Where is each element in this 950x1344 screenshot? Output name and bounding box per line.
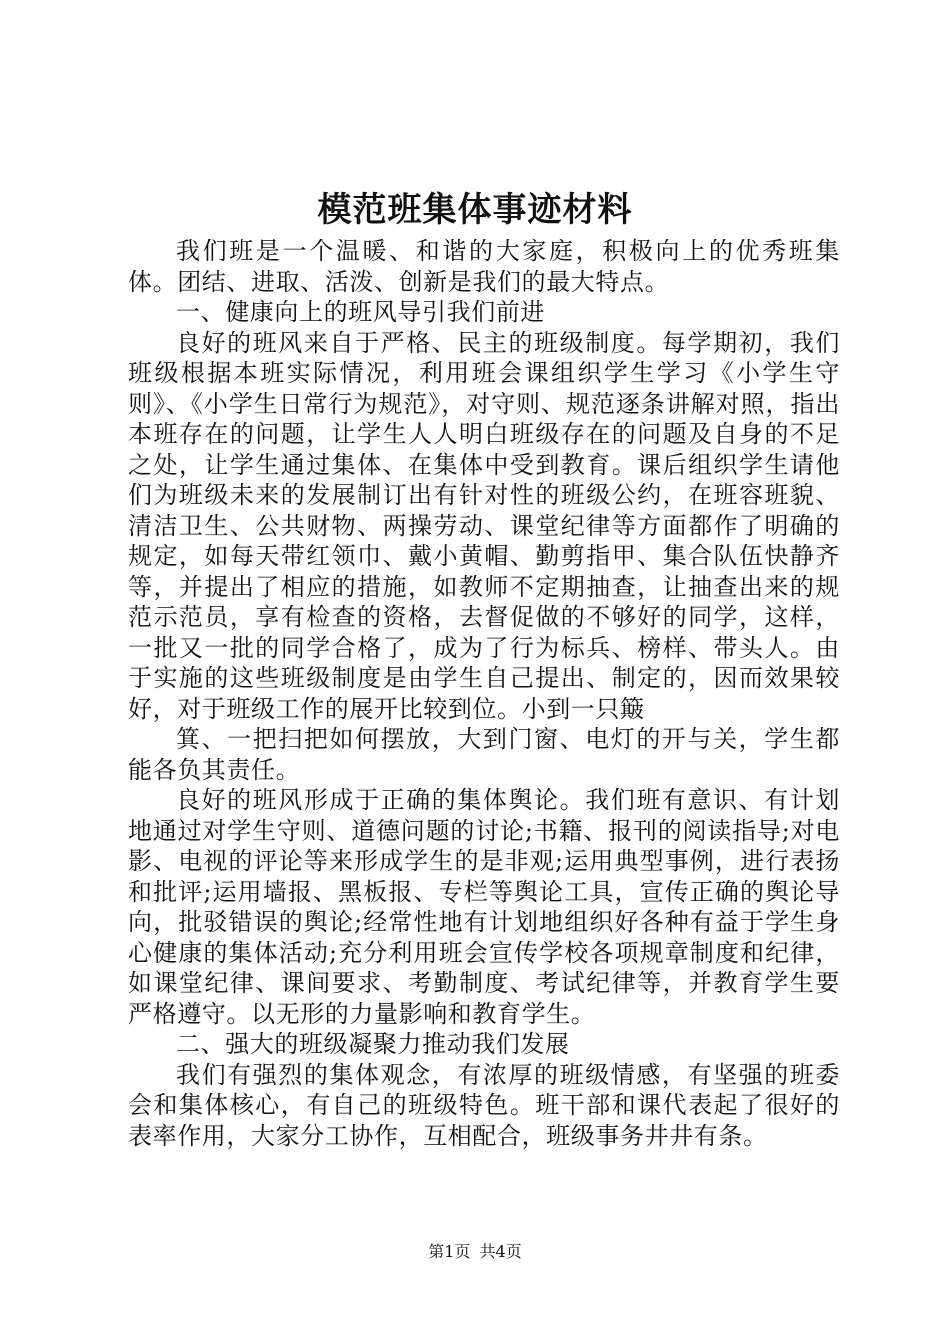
paragraph-class-rules: 良好的班风来自于严格、民主的班级制度。每学期初，我们班级根据本班实际情况，利用班会课组织学生学习《小学生守则》、《小学生日常行为规范》，对守则、规范逐条讲解对照，指出本班存在的问题，让学生人人明白班级存在的问题及自身的不足之处，让学生通过集体、在集体中受到教育。课后组织学生请他们为班级未来的发展制订出有针对性的班级公约，在班容班貌、清洁卫生、公共财物、两操劳动、课堂纪律等方面都作了明确的规定，如每天带红领巾、戴小黄帽、勤剪指甲、集合队伍快静齐等，并提出了相应的措施，如教师不定期抽查，让抽查出来的规范示范员，享有检查的资格，去督促做的不够好的同学，这样，一批又一批的同学合格了，成为了行为标兵、榜样、带头人。由于实施的这些班级制度是由学生自己提出、制定的，因而效果较好，对于班级工作的展开比较到位。小到一只簸 [128,328,840,723]
section-heading-1: 一、健康向上的班风导引我们前进 [176,298,545,326]
paragraph-public-opinion: 良好的班风形成于正确的集体舆论。我们班有意识、有计划地通过对学生守则、道德问题的讨论;书籍、报刊的阅读指导;对电影、电视的评论等来形成学生的是非观;运用典型事例，进行表扬和批评;运用墙报、黑板报、专栏等舆论工具，宣传正确的舆论导向，批驳错误的舆论;经常性地有计划地组织好各种有益于学生身心健康的集体活动;充分利用班会宣传学校各项规章制度和纪律，如课堂纪律、课间要求、考勤制度、考试纪律等，并教育学生要严格遵守。以无形的力量影响和教育学生。 [128,786,840,1028]
document-body [128,236,840,1151]
page-total: 共4页 [479,1242,522,1261]
document-title: 模范班集体事迹材料 [317,190,633,230]
paragraph-cohesion: 我们有强烈的集体观念，有浓厚的班级情感，有坚强的班委会和集体核心，有自己的班级特色。班干部和课代表起了很好的表率作用，大家分工协作，互相配合，班级事务井井有条。 [128,1060,840,1150]
page-number: 第1页 [428,1242,471,1261]
paragraph-intro: 我们班是一个温暖、和谐的大家庭，积极向上的优秀班集体。团结、进取、活泼、创新是我们的最大特点。 [128,237,840,296]
page-footer [0,1240,950,1264]
section-heading-2: 二、强大的班级凝聚力推动我们发展 [176,1030,570,1058]
paragraph-responsibility: 箕、一把扫把如何摆放，大到门窗、电灯的开与关，学生都能各负其责任。 [128,725,840,784]
